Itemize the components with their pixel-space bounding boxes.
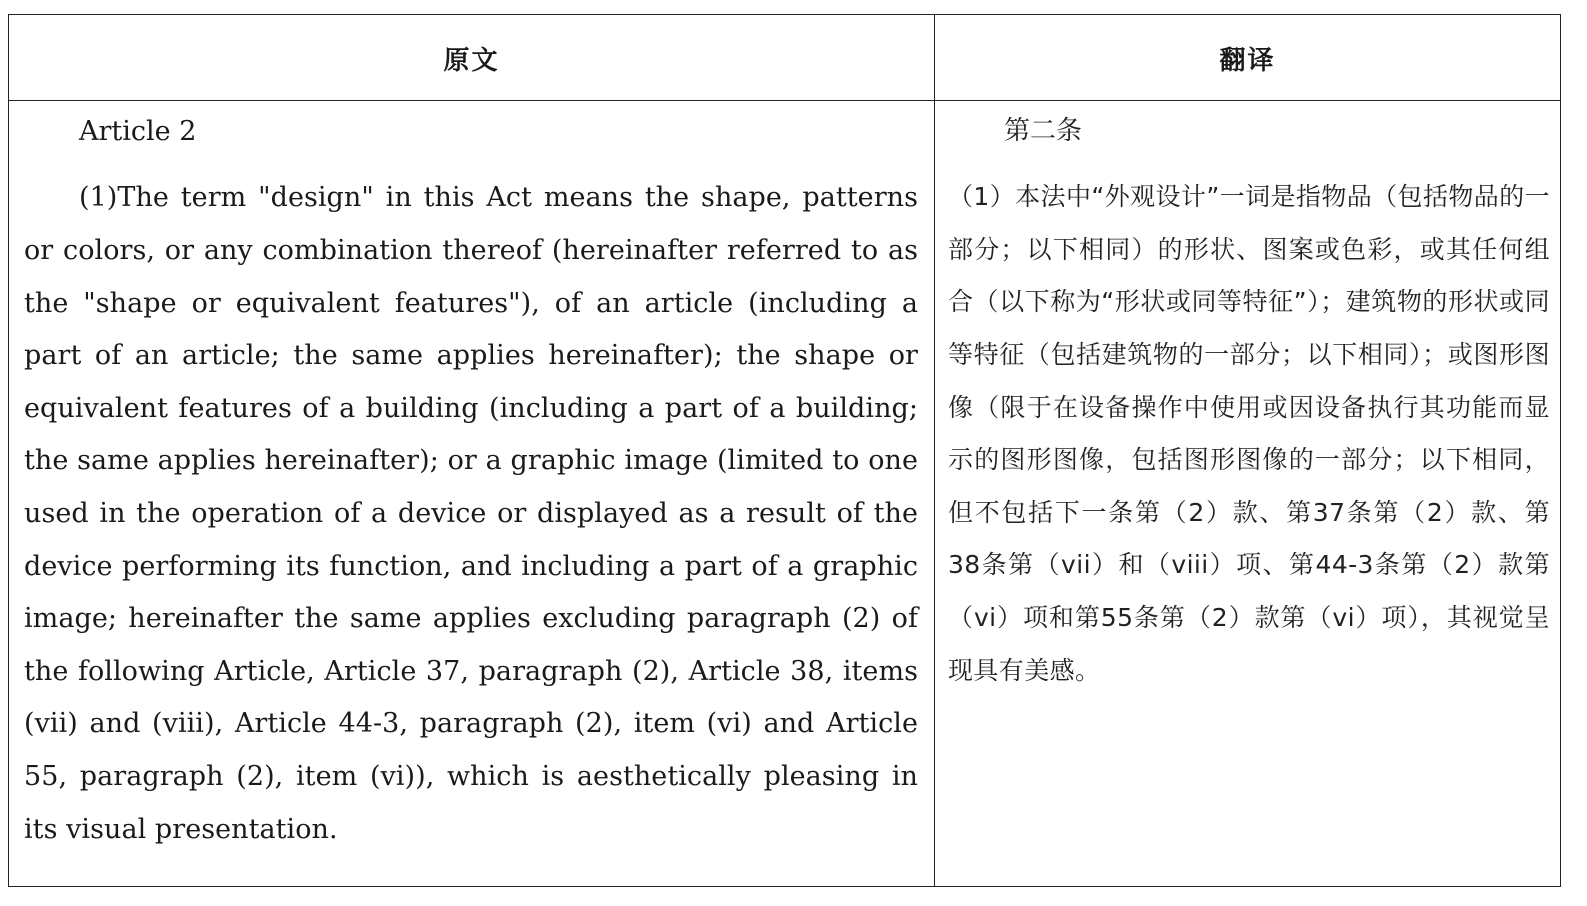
article-paragraph-translation: （1）本法中“外观设计”一词是指物品（包括物品的一部分；以下相同）的形状、图案或色彩，或其任何组合（以下称为“形状或同等特征”）；建筑物的形状或同等特征（包括建筑物的一部分；以下相同）；或图形图像（限于在设备操作中使用或因设备执行其功能而显示的图形图像，包括图形图像的一部分；以下相同，但不包括下一条第（2）款、第37条第（2）款、第38条第（vii）和（viii）项、第44-3条第（2）款第（vi）项和第55条第（2）款第（vi）项），其视觉呈现具有美感。 bbox=[948, 182, 1550, 685]
table-header-row bbox=[9, 15, 1560, 101]
original-text-cell bbox=[9, 102, 934, 886]
article-title-original: Article 2 bbox=[79, 116, 197, 147]
article-paragraph-original: (1)The term "design" in this Act means the shape, patterns or colors, or any combination thereof (hereinafter referred to as the "shape or equivalent features"), of an article (including a part of an article; the same applies hereinafter); the shape or equivalent features of a building (including a part of a building; the same applies hereinafter); or a graphic image (limited to one used in the operation of a device or displayed as a result of the device performing its function, and including a part of a graphic image; hereinafter the same applies excluding paragraph (2) of the following Article, Article 37, paragraph (2), Article 38, items (vii) and (viii), Article 44-3, paragraph (2), item (vi) and Article 55, paragraph (2), item (vi)), which is aesthetically pleasing in its visual presentation. bbox=[24, 182, 918, 845]
header-original: 原文 bbox=[443, 45, 500, 76]
bilingual-table bbox=[8, 14, 1561, 887]
article-title-translation: 第二条 bbox=[1004, 116, 1083, 146]
header-translation: 翻译 bbox=[1219, 45, 1276, 76]
translation-text-cell bbox=[935, 102, 1560, 886]
